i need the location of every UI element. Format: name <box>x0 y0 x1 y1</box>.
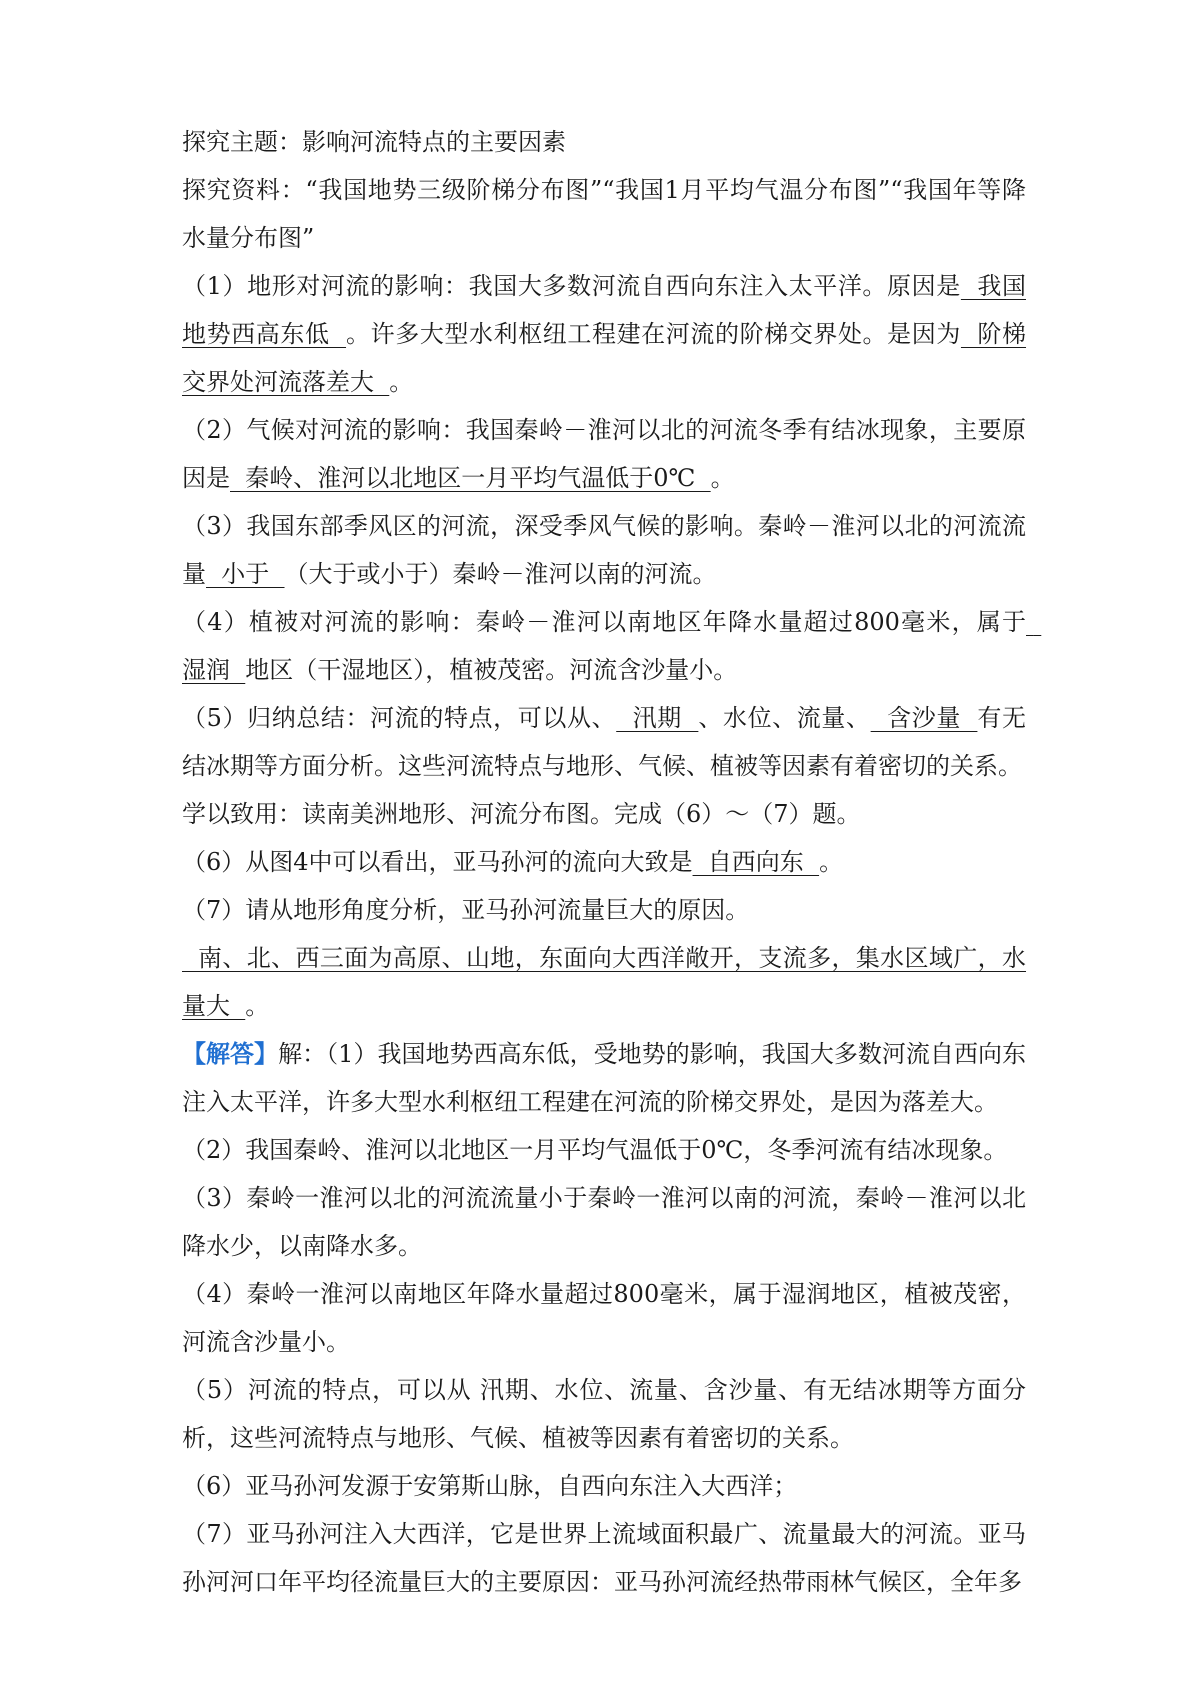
q7-answer-end: 。 <box>245 992 270 1020</box>
material-line <box>182 166 1026 262</box>
q1-text-b: 。许多大型水利枢纽工程建在河流的阶梯交界处。是因为 <box>346 320 961 348</box>
question-5 <box>182 694 1026 790</box>
q7-answer: 南、北、西三面为高原、山地，东面向大西洋敞开，支流多，集水区域广，水量大 <box>182 944 1027 1020</box>
question-4 <box>182 598 1042 694</box>
q4-text-b: 地区（干湿地区），植被茂密。河流含沙量小。 <box>245 656 738 684</box>
answer-2 <box>182 1126 1026 1174</box>
q7-text: （7）请从地形角度分析，亚马孙河流量巨大的原因。 <box>182 896 750 924</box>
answer-5-text: （5）河流的特点，可以从 汛期、水位、流量、含沙量、有无结冰期等方面分析，这些河流特点与地形、气候、植被等因素有着密切的关系。 <box>182 1376 1026 1452</box>
apply-text: 学以致用：读南美洲地形、河流分布图。完成（6）～（7）题。 <box>182 800 861 828</box>
q5-text-b: 、水位、流量、 <box>698 704 871 732</box>
topic-text: 探究主题：影响河流特点的主要因素 <box>182 128 566 156</box>
q2-answer: 秦岭、淮河以北地区一月平均气温低于0℃ <box>230 464 711 492</box>
answer-6 <box>182 1462 1026 1510</box>
answer-1-text: 解：（1）我国地势西高东低，受地势的影响，我国大多数河流自西向东注入太平洋，许多大型水利枢纽工程建在河流的阶梯交界处，是因为落差大。 <box>182 1040 1026 1116</box>
q2-text: （2）气候对河流的影响：我国秦岭－淮河以北的河流冬季有结冰现象，主要原因是 <box>182 416 1026 492</box>
question-2 <box>182 406 1026 502</box>
q3-answer: 小于 <box>206 560 285 588</box>
q1-answer-2: 阶梯交界处河流落差大 <box>182 320 1027 396</box>
question-3 <box>182 502 1026 598</box>
answer-4-text: （4）秦岭一淮河以南地区年降水量超过800毫米，属于湿润地区，植被茂密，河流含沙量小。 <box>182 1280 1026 1356</box>
answer-5 <box>182 1366 1026 1462</box>
question-1 <box>182 262 1026 406</box>
topic-line <box>182 118 1026 166</box>
q4-text: （4）植被对河流的影响：秦岭－淮河以南地区年降水量超过800毫米，属于 <box>182 608 1026 636</box>
answer-4 <box>182 1270 1026 1366</box>
q1-text: （1）地形对河流的影响：我国大多数河流自西向东注入太平洋。原因是 <box>182 272 961 300</box>
q6-answer: 自西向东 <box>692 848 820 876</box>
q6-text: （6）从图4中可以看出，亚马孙河的流向大致是 <box>182 848 693 876</box>
answer-3-text: （3）秦岭一淮河以北的河流流量小于秦岭一淮河以南的河流，秦岭－淮河以北降水少，以南降水多。 <box>182 1184 1026 1260</box>
document-body <box>182 118 1042 1606</box>
apply-line <box>182 790 1026 838</box>
q1-answer-1: 我国地势西高东低 <box>182 272 1026 348</box>
answer-6-text: （6）亚马孙河发源于安第斯山脉，自西向东注入大西洋； <box>182 1472 798 1500</box>
q2-text-b: 。 <box>710 464 735 492</box>
q4-answer: 湿润 <box>182 608 1042 684</box>
q5-text-c: 有无结冰期等方面分析。这些河流特点与地形、气候、植被等因素有着密切的关系。 <box>182 704 1027 780</box>
q3-text-b: （大于或小于）秦岭－淮河以南的河流。 <box>284 560 717 588</box>
q6-text-b: 。 <box>819 848 844 876</box>
q3-text: （3）我国东部季风区的河流，深受季风气候的影响。秦岭－淮河以北的河流流量 <box>182 512 1026 588</box>
answer-tag: 【解答】 <box>182 1039 279 1068</box>
question-6 <box>182 838 1026 886</box>
answer-7 <box>182 1510 1026 1606</box>
answer-1 <box>182 1030 1026 1126</box>
q5-answer-2: 含沙量 <box>870 704 978 732</box>
question-7 <box>182 886 1026 934</box>
q5-answer-1: 汛期 <box>616 704 699 732</box>
q1-text-c: 。 <box>389 368 414 396</box>
answer-2-text: （2）我国秦岭、淮河以北地区一月平均气温低于0℃，冬季河流有结冰现象。 <box>182 1136 1008 1164</box>
material-text: 探究资料：“我国地势三级阶梯分布图”“我国1月平均气温分布图”“我国年等降水量分布图” <box>182 176 1026 252</box>
answer-7-text: （7）亚马孙河注入大西洋，它是世界上流域面积最广、流量最大的河流。亚马孙河河口年平均径流量巨大的主要原因：亚马孙河流经热带雨林气候区，全年多 <box>182 1520 1026 1596</box>
answer-3 <box>182 1174 1026 1270</box>
q5-text: （5）归纳总结：河流的特点，可以从、 <box>182 704 617 732</box>
question-7-answer <box>182 934 1026 1030</box>
